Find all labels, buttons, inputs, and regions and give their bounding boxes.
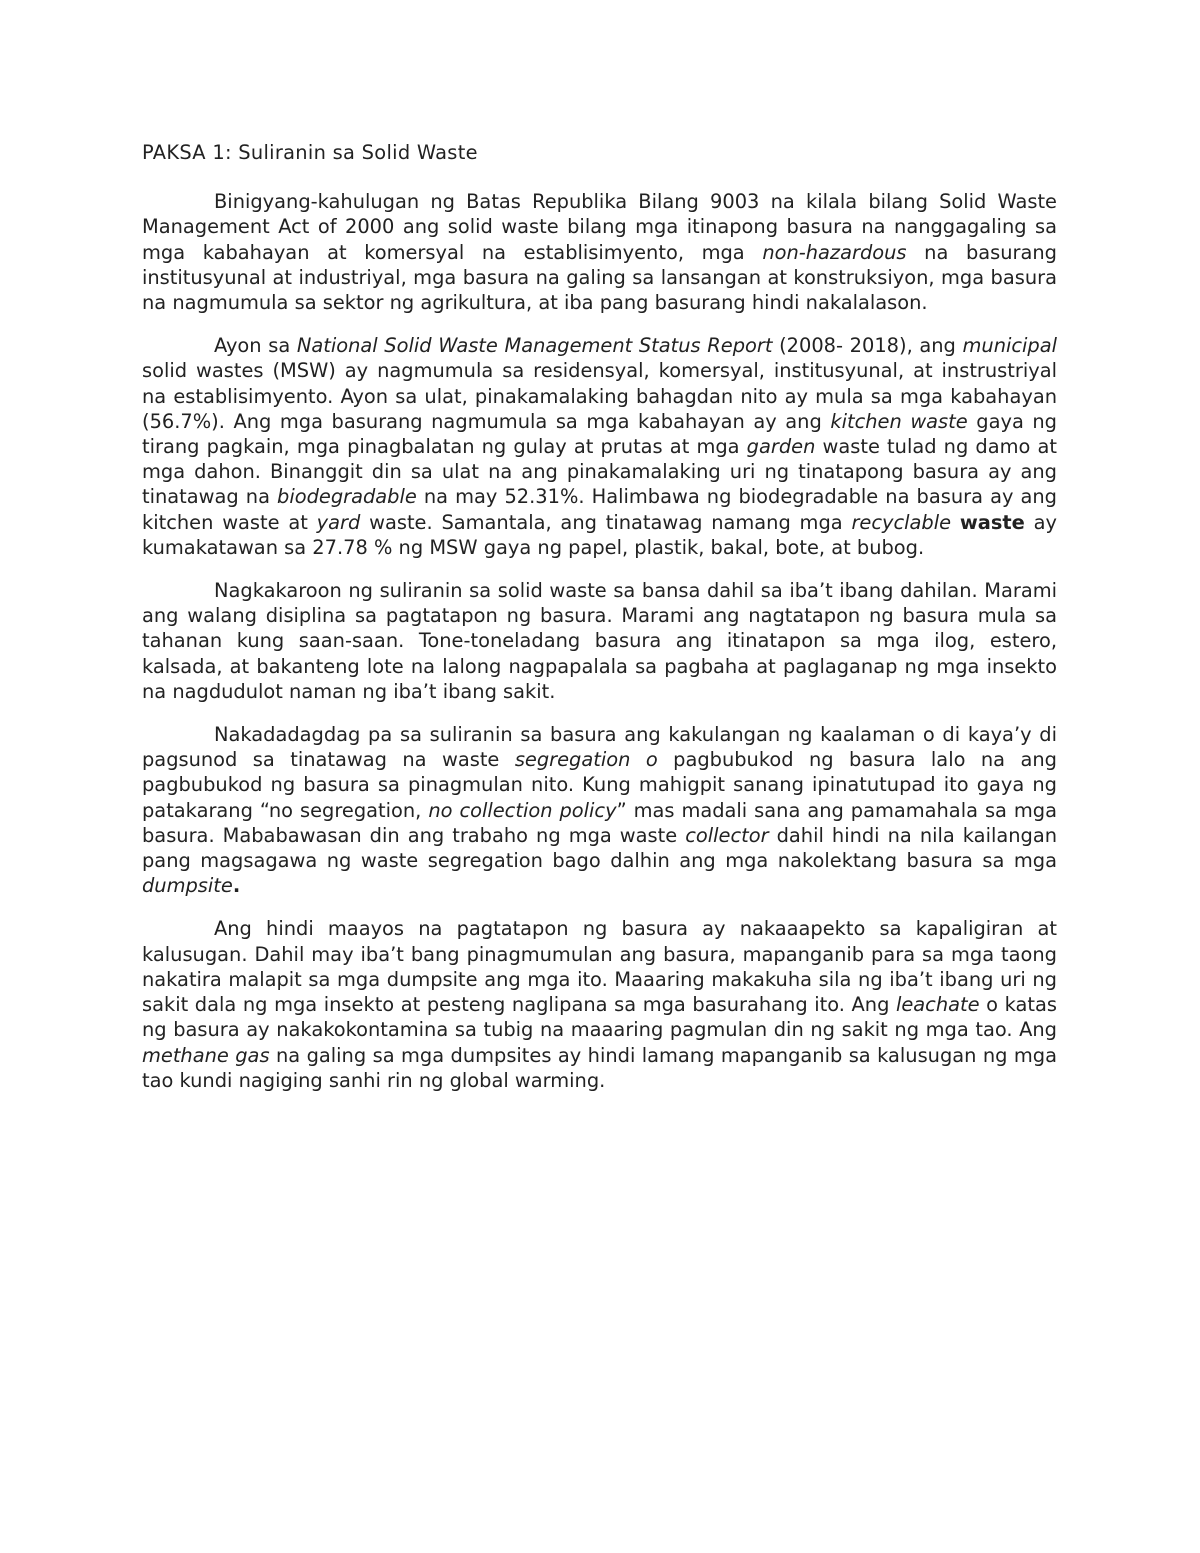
text-run: Ayon sa [214, 334, 297, 358]
text-run [951, 511, 960, 534]
text-run: segregation o [514, 748, 658, 772]
text-run: dumpsite [142, 874, 233, 898]
text-run: garden [746, 435, 816, 459]
text-run: Ang hindi maayos na pagtatapon ng basura ay nakaaapekto sa kapaligiran at kalusugan. Dahil may iba’t bang pinagmumulan ang basura, mapanganib para sa mga taong nakatira malapit sa mga dumpsite ang mga ito. Maaaring makakuha sila ng iba’t ibang uri ng sakit dala ng mga insekto at pesteng naglipana sa mga basurahang ito. Ang [142, 917, 1057, 1017]
text-run: Nagkakaroon ng suliranin sa solid waste sa bansa dahil sa iba’t ibang dahilan. Marami ang walang disiplina sa pagtatapon ng basura. Marami ang nagtatapon ng basura mula sa tahanan kung saan-saan. Tone-toneladang basura ang itinatapon sa mga ilog, estero, kalsada, at bakanteng lote na lalong nagpapalala sa pagbaha at paglaganap ng mga insekto na nagdudulot naman ng iba’t ibang sakit. [142, 579, 1057, 703]
text-run: solid wastes (MSW) ay nagmumula sa residensyal, komersyal, institusyunal, at instrustriyal na establisimyento. Ayon sa ulat, pinakamalaking bahagdan nito ay mula sa mga kabahayan (56.7%). Ang mga basurang nagmumula sa mga kabahayan ay ang [142, 359, 1057, 433]
text-run: non-hazardous [762, 240, 907, 264]
text-run: gaya ng tirang pagkain, mga pinagbalatan ng gulay at prutas at mga [142, 409, 1057, 459]
text-run: o katas ng basura ay nakakokontamina sa tubig na maaaring pagmulan din ng sakit ng mga tao. Ang [142, 993, 1057, 1042]
paragraph-3 [142, 578, 1057, 704]
text-run: National Solid Waste Management Status Report [296, 334, 773, 358]
document-body [142, 189, 1057, 1093]
text-run: na basurang institusyunal at industriyal, mga basura na galing sa lansangan at konstruksiyon, mga basura na nagmumula sa sektor ng agrikultura, at iba pang basurang hindi nakalalason. [142, 240, 1057, 315]
text-run: waste [959, 510, 1025, 534]
text-run: na galing sa mga dumpsites ay hindi lamang mapanganib sa kalusugan ng mga tao kundi nagiging sanhi rin ng global warming. [142, 1043, 1057, 1092]
text-run: waste tulad ng damo at mga dahon. Binanggit din sa ulat na ang pinakamalaking uri ng tinatapong basura ay ang tinatawag na [142, 435, 1057, 509]
text-run: methane gas [142, 1043, 270, 1067]
text-run: recyclable [851, 510, 952, 534]
text-run: dahil hindi na nila kailangan pang magsagawa ng waste segregation bago dalhin ang mga nakolektang basura sa mga [142, 823, 1057, 873]
paragraph-1 [142, 189, 1057, 315]
text-run: . [232, 874, 241, 898]
text-run: municipal [962, 334, 1057, 358]
document-title: PAKSA 1: Suliranin sa Solid Waste [142, 141, 478, 164]
text-run: leachate [895, 993, 980, 1017]
text-run: (2008- 2018), ang [772, 334, 963, 358]
text-run: na may 52.31%. Halimbawa ng biodegradable na basura ay ang kitchen waste at [142, 485, 1057, 534]
text-run: pagbubukod ng basura lalo na ang pagbubukod ng basura sa pinagmulan nito. Kung mahigpit sanang ipinatutupad ito gaya ng patakarang “no segregation, [142, 748, 1057, 822]
text-run: no collection policy [428, 798, 617, 822]
text-run: waste. Samantala, ang tinatawag namang mga [360, 510, 852, 534]
document-page [142, 140, 1057, 1111]
text-run: yard [316, 510, 361, 534]
text-run: Binigyang-kahulugan ng Batas Republika Bilang 9003 na kilala bilang Solid Waste Management Act of 2000 ang solid waste bilang mga itinapong basura na nanggagaling sa mga kabahayan at komersyal na establisimyento, mga [142, 190, 1057, 264]
text-run: kitchen waste [830, 409, 968, 433]
paragraph-2 [142, 333, 1057, 560]
text-run: ” mas madali sana ang pamamahala sa mga basura. Mababawasan din ang trabaho ng mga waste [142, 798, 1057, 847]
text-run: ay kumakatawan sa 27.78 % ng MSW gaya ng papel, plastik, bakal, bote, at bubog. [142, 510, 1058, 559]
text-run: Nakadadagdag pa sa suliranin sa basura ang kakulangan ng kaalaman o di kaya’y di pagsunod sa tinatawag na waste [142, 723, 1057, 772]
paragraph-5 [142, 916, 1057, 1092]
paragraph-4 [142, 722, 1057, 898]
text-run: collector [685, 823, 769, 847]
text-run: biodegradable [277, 485, 417, 509]
